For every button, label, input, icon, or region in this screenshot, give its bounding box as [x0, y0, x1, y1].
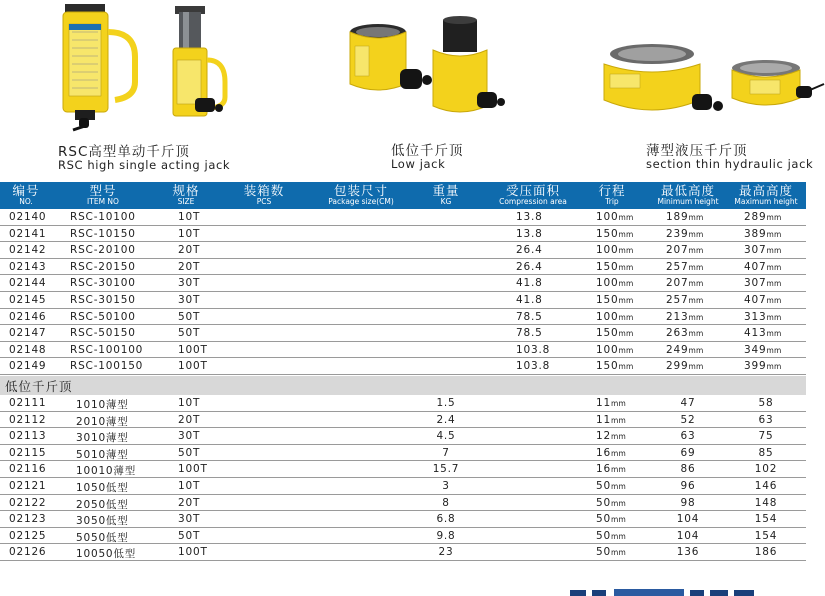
cell-min-height-unit: mm [688, 362, 704, 372]
cell-min-height [666, 344, 703, 356]
cell-area: 103.8 [516, 343, 551, 356]
cell-no: 02121 [9, 480, 47, 492]
cell-area: 13.8 [516, 227, 543, 240]
cell-min-height: 69 [680, 446, 696, 459]
cell-trip-unit: mm [618, 279, 634, 289]
cell-max-height-value: 407 [744, 294, 767, 306]
cell-max-height: 186 [754, 546, 778, 559]
cell-item: 1010薄型 [76, 399, 129, 411]
table-row [0, 528, 806, 545]
cell-max-height [744, 228, 781, 240]
cell-trip [596, 397, 626, 409]
section-row-low-jack [0, 376, 806, 395]
cell-min-height-value: 257 [666, 260, 689, 273]
thin-jack-image [600, 40, 825, 130]
header-min-cn: 最低高度 [660, 183, 715, 198]
cell-min-height-unit: mm [688, 279, 704, 289]
cell-max-height [744, 261, 781, 273]
cell-max-height: 146 [754, 480, 778, 492]
cell-max-height-unit: mm [766, 246, 782, 256]
cell-no: 02147 [9, 327, 47, 340]
cell-min-height: 104 [676, 513, 700, 526]
table-row [0, 226, 806, 243]
low-jack-image [345, 14, 510, 124]
header-max-height [728, 182, 804, 204]
cell-size: 50T [178, 529, 201, 542]
cell-trip-value: 100 [596, 244, 619, 257]
cell-area: 26.4 [516, 244, 543, 257]
cell-trip-value: 50 [596, 496, 611, 509]
cell-trip-unit: mm [618, 345, 634, 355]
cell-no: 02125 [9, 529, 47, 542]
cell-area: 41.8 [516, 277, 543, 290]
cell-min-height-unit: mm [688, 296, 704, 305]
cell-no: 02143 [9, 260, 47, 273]
cell-trip-value: 11 [596, 397, 611, 409]
cell-max-height: 148 [754, 496, 778, 509]
cell-trip [596, 228, 633, 240]
table-row [0, 242, 806, 259]
cell-max-height: 63 [758, 413, 774, 426]
cell-no: 02113 [9, 430, 47, 443]
cell-item: 2010薄型 [76, 415, 129, 428]
cell-item: RSC-100100 [70, 343, 144, 356]
cell-weight: 23 [438, 546, 454, 559]
cell-max-height [744, 311, 781, 323]
cell-max-height-value: 307 [744, 277, 767, 290]
cell-item: RSC-100150 [70, 360, 144, 373]
header-weight [420, 182, 472, 204]
cell-max-height: 102 [754, 463, 778, 476]
header-no-cn: 编号 [12, 183, 40, 198]
cell-weight: 9.8 [436, 529, 456, 542]
header-weight-en: KG [440, 197, 452, 206]
cell-item: 5050低型 [76, 531, 129, 544]
cell-max-height-value: 289 [744, 211, 767, 223]
cell-max-height-unit: mm [766, 279, 782, 289]
cell-item: 10010薄型 [76, 465, 137, 478]
cell-item: RSC-50100 [70, 310, 136, 323]
cell-no: 02141 [9, 227, 47, 240]
cell-trip [596, 311, 633, 323]
cell-trip [596, 546, 626, 558]
cell-trip-value: 50 [596, 513, 611, 526]
header-item-cn: 型号 [89, 183, 117, 198]
cell-size: 30T [178, 513, 201, 526]
cell-trip-unit: mm [610, 415, 626, 425]
cell-min-height-unit: mm [688, 262, 704, 272]
cell-trip-value: 50 [596, 480, 611, 492]
cell-size: 100T [178, 463, 208, 476]
cell-min-height-value: 257 [666, 294, 689, 306]
cell-trip [596, 430, 626, 442]
cell-min-height: 96 [680, 480, 696, 492]
cell-trip [596, 513, 626, 525]
cell-size: 100T [178, 546, 208, 559]
cell-no: 02111 [9, 397, 47, 409]
cell-max-height [744, 244, 781, 256]
header-max-cn: 最高高度 [738, 183, 793, 198]
cell-min-height-value: 189 [666, 211, 689, 223]
table-row [0, 292, 806, 309]
cell-min-height [666, 327, 703, 339]
cell-no: 02116 [9, 463, 47, 476]
cell-no: 02112 [9, 413, 47, 426]
cell-weight: 8 [442, 496, 450, 509]
cell-no: 02145 [9, 294, 47, 306]
header-item-en: ITEM NO [87, 197, 119, 206]
cell-min-height-unit: mm [688, 329, 704, 339]
header-area [490, 182, 576, 204]
cell-trip-unit: mm [618, 262, 634, 272]
cell-size: 10T [178, 211, 201, 223]
table-row [0, 445, 806, 462]
cell-weight: 3 [442, 480, 450, 492]
cell-trip [596, 344, 633, 356]
cell-size: 10T [178, 397, 201, 409]
cell-trip-value: 50 [596, 529, 611, 542]
cell-trip-value: 100 [596, 343, 619, 356]
cell-item: 1050低型 [76, 482, 129, 494]
cell-trip [596, 530, 626, 542]
header-area-cn: 受压面积 [505, 183, 560, 198]
cell-weight: 15.7 [432, 463, 460, 476]
cell-min-height-value: 213 [666, 310, 689, 323]
cell-item: RSC-20150 [70, 260, 136, 273]
header-no-en: NO. [19, 197, 33, 206]
cell-trip [596, 211, 633, 223]
cell-no: 02148 [9, 343, 47, 356]
cell-trip-unit: mm [610, 432, 626, 442]
rsc-jack-image [55, 2, 235, 132]
cell-max-height-unit: mm [766, 229, 782, 239]
cell-min-height: 63 [680, 430, 696, 443]
cell-size: 100T [178, 360, 208, 373]
header-weight-cn: 重量 [432, 183, 460, 198]
cell-max-height: 58 [758, 397, 774, 409]
cell-weight: 7 [442, 446, 450, 459]
cell-item: RSC-20100 [70, 244, 136, 257]
cell-trip-value: 150 [596, 327, 619, 340]
table-row [0, 478, 806, 495]
cell-trip-value: 100 [596, 310, 619, 323]
cell-no: 02149 [9, 360, 47, 373]
cell-no: 02115 [9, 446, 47, 459]
cell-size: 10T [178, 480, 201, 492]
cell-min-height: 47 [680, 397, 696, 409]
cell-size: 100T [178, 343, 208, 356]
cell-trip [596, 414, 626, 426]
low-jack-caption [391, 144, 464, 170]
cell-trip-unit: mm [610, 448, 626, 458]
table-header [0, 182, 806, 209]
cell-size: 30T [178, 294, 201, 306]
header-pcs-cn: 装箱数 [243, 183, 285, 198]
cell-item: RSC-10100 [70, 211, 136, 223]
cell-min-height-value: 207 [666, 277, 689, 290]
header-pcs-en: PCS [256, 197, 272, 206]
header-min-en: Minimum height [657, 197, 719, 206]
cell-trip-unit: mm [618, 296, 634, 305]
cell-max-height-value: 413 [744, 327, 767, 340]
cell-trip [596, 294, 633, 306]
cell-trip-value: 11 [596, 413, 611, 426]
cell-weight: 4.5 [436, 430, 456, 443]
cell-size: 30T [178, 430, 201, 443]
cell-no: 02140 [9, 211, 47, 223]
cell-max-height [744, 344, 781, 356]
cell-max-height [744, 277, 781, 289]
cell-min-height-unit: mm [688, 246, 704, 256]
cell-trip-value: 150 [596, 360, 619, 373]
cell-max-height-value: 389 [744, 227, 767, 240]
cell-min-height: 104 [676, 529, 700, 542]
cell-min-height-value: 207 [666, 244, 689, 257]
cell-size: 20T [178, 496, 201, 509]
cell-trip-value: 150 [596, 294, 619, 306]
section-label: 低位千斤顶 [5, 379, 73, 394]
cell-max-height [744, 360, 781, 372]
cell-trip-unit: mm [610, 482, 626, 491]
cell-max-height: 85 [758, 446, 774, 459]
rsc-caption [58, 145, 230, 171]
header-area-en: Compression area [499, 197, 567, 206]
cell-max-height-unit: mm [766, 312, 782, 322]
cell-size: 20T [178, 413, 201, 426]
cell-min-height [666, 360, 703, 372]
table-row [0, 309, 806, 326]
header-package-en: Package size(CM) [328, 197, 394, 206]
cell-size: 50T [178, 310, 201, 323]
header-size-cn: 规格 [172, 183, 200, 198]
cell-no: 02142 [9, 244, 47, 257]
cell-max-height-value: 349 [744, 343, 767, 356]
header-min-height [650, 182, 726, 204]
header-max-en: Maximum height [734, 197, 798, 206]
cell-item: RSC-30100 [70, 277, 136, 290]
cell-min-height [666, 294, 703, 306]
cell-max-height [744, 294, 781, 306]
cell-trip-value: 16 [596, 463, 611, 476]
header-size-en: SIZE [177, 197, 195, 206]
cell-max-height [744, 211, 781, 223]
cell-item: 5010薄型 [76, 448, 129, 461]
cell-max-height [744, 327, 781, 339]
cell-min-height [666, 244, 703, 256]
cell-trip-value: 16 [596, 446, 611, 459]
table-row [0, 495, 806, 512]
header-trip-cn: 行程 [598, 183, 626, 198]
table-row [0, 395, 806, 412]
table-row [0, 461, 806, 478]
low-jack-title-cn: 低位千斤顶 [391, 143, 464, 159]
cell-max-height-value: 313 [744, 310, 767, 323]
cell-no: 02122 [9, 496, 47, 509]
thin-jack-title-en: section thin hydraulic jack [646, 157, 814, 172]
cell-trip [596, 497, 626, 509]
cell-size: 20T [178, 260, 201, 273]
cell-size: 20T [178, 244, 201, 257]
cell-trip-unit: mm [618, 312, 634, 322]
cell-trip [596, 277, 633, 289]
cell-item: 3010薄型 [76, 432, 129, 445]
cell-no: 02146 [9, 310, 47, 323]
cell-max-height-unit: mm [766, 296, 782, 305]
cell-max-height-unit: mm [766, 362, 782, 372]
cell-no: 02144 [9, 277, 47, 290]
cell-min-height [666, 311, 703, 323]
cell-max-height-unit: mm [766, 329, 782, 339]
cell-item: 3050低型 [76, 515, 129, 528]
table-row [0, 209, 806, 226]
header-pcs [236, 182, 292, 204]
cell-min-height [666, 228, 703, 240]
cell-trip [596, 447, 626, 459]
low-jack-title-en: Low jack [391, 157, 446, 172]
cell-item: RSC-50150 [70, 327, 136, 340]
cell-trip-value: 50 [596, 546, 611, 559]
cell-weight: 1.5 [436, 397, 456, 409]
cell-trip-value: 100 [596, 277, 619, 290]
header-no [0, 182, 52, 204]
cell-max-height-value: 399 [744, 360, 767, 373]
cell-trip-value: 100 [596, 211, 619, 223]
cell-min-height: 52 [680, 413, 696, 426]
table-row [0, 428, 806, 445]
cell-item: RSC-10150 [70, 227, 136, 240]
product-gallery [0, 0, 825, 182]
header-package [316, 182, 406, 204]
cell-trip-value: 150 [596, 260, 619, 273]
cell-min-height [666, 277, 703, 289]
cell-trip-unit: mm [610, 531, 626, 541]
cell-trip-unit: mm [610, 465, 626, 475]
cell-min-height-unit: mm [688, 229, 704, 239]
cell-min-height: 136 [676, 546, 700, 559]
table-row [0, 259, 806, 276]
cell-trip-unit: mm [610, 399, 626, 408]
cell-max-height-unit: mm [766, 345, 782, 355]
cell-area: 41.8 [516, 294, 543, 306]
header-item [58, 182, 148, 204]
header-trip-en: Trip [605, 197, 619, 206]
cell-trip [596, 480, 626, 492]
cell-trip-value: 150 [596, 227, 619, 240]
cell-min-height-value: 263 [666, 327, 689, 340]
cell-trip-unit: mm [610, 548, 626, 558]
cell-size: 30T [178, 277, 201, 290]
cell-item: 10050低型 [76, 548, 137, 561]
table-row [0, 511, 806, 528]
cell-trip [596, 463, 626, 475]
cell-min-height: 86 [680, 463, 696, 476]
cell-trip-unit: mm [618, 229, 634, 239]
cell-weight: 6.8 [436, 513, 456, 526]
cell-trip [596, 360, 633, 372]
cell-max-height: 154 [754, 529, 778, 542]
cell-area: 13.8 [516, 211, 543, 223]
thin-jack-caption [646, 144, 813, 170]
table-row [0, 325, 806, 342]
cell-min-height-unit: mm [688, 213, 704, 222]
cell-size: 10T [178, 227, 201, 240]
table-row [0, 544, 806, 561]
cell-trip-unit: mm [610, 498, 626, 508]
cell-max-height: 154 [754, 513, 778, 526]
cell-size: 50T [178, 327, 201, 340]
cell-trip-value: 12 [596, 430, 611, 443]
cell-max-height-value: 407 [744, 260, 767, 273]
cell-trip-unit: mm [610, 515, 626, 525]
cell-trip [596, 244, 633, 256]
cell-trip-unit: mm [618, 246, 634, 256]
cell-min-height-value: 249 [666, 343, 689, 356]
cell-area: 78.5 [516, 327, 543, 340]
cell-min-height [666, 261, 703, 273]
cell-area: 26.4 [516, 260, 543, 273]
cell-min-height [666, 211, 703, 223]
cell-no: 02123 [9, 513, 47, 526]
rsc-title-cn: RSC高型单动千斤顶 [58, 144, 190, 160]
cell-item: RSC-30150 [70, 294, 136, 306]
cell-max-height-value: 307 [744, 244, 767, 257]
table-row [0, 275, 806, 292]
cell-trip-unit: mm [618, 362, 634, 372]
table-row [0, 358, 806, 375]
cell-item: 2050低型 [76, 498, 129, 511]
table-row [0, 412, 806, 429]
cell-area: 103.8 [516, 360, 551, 373]
cell-weight: 2.4 [436, 413, 456, 426]
cell-trip [596, 327, 633, 339]
cell-trip [596, 261, 633, 273]
cell-no: 02126 [9, 546, 47, 559]
brand-logo-strip [570, 587, 760, 596]
table-row [0, 342, 806, 359]
cell-min-height-value: 239 [666, 227, 689, 240]
cell-max-height-unit: mm [766, 262, 782, 272]
cell-trip-unit: mm [618, 329, 634, 339]
cell-area: 78.5 [516, 310, 543, 323]
cell-min-height: 98 [680, 496, 696, 509]
cell-max-height-unit: mm [766, 213, 782, 222]
cell-min-height-unit: mm [688, 312, 704, 322]
thin-jack-title-cn: 薄型液压千斤顶 [646, 143, 748, 159]
cell-trip-unit: mm [618, 213, 634, 222]
cell-max-height: 75 [758, 430, 774, 443]
rsc-title-en: RSC high single acting jack [58, 158, 231, 173]
header-size [160, 182, 212, 204]
cell-min-height-unit: mm [688, 345, 704, 355]
header-package-cn: 包装尺寸 [333, 183, 388, 198]
cell-min-height-value: 299 [666, 360, 689, 373]
header-trip [590, 182, 634, 204]
cell-size: 50T [178, 446, 201, 459]
